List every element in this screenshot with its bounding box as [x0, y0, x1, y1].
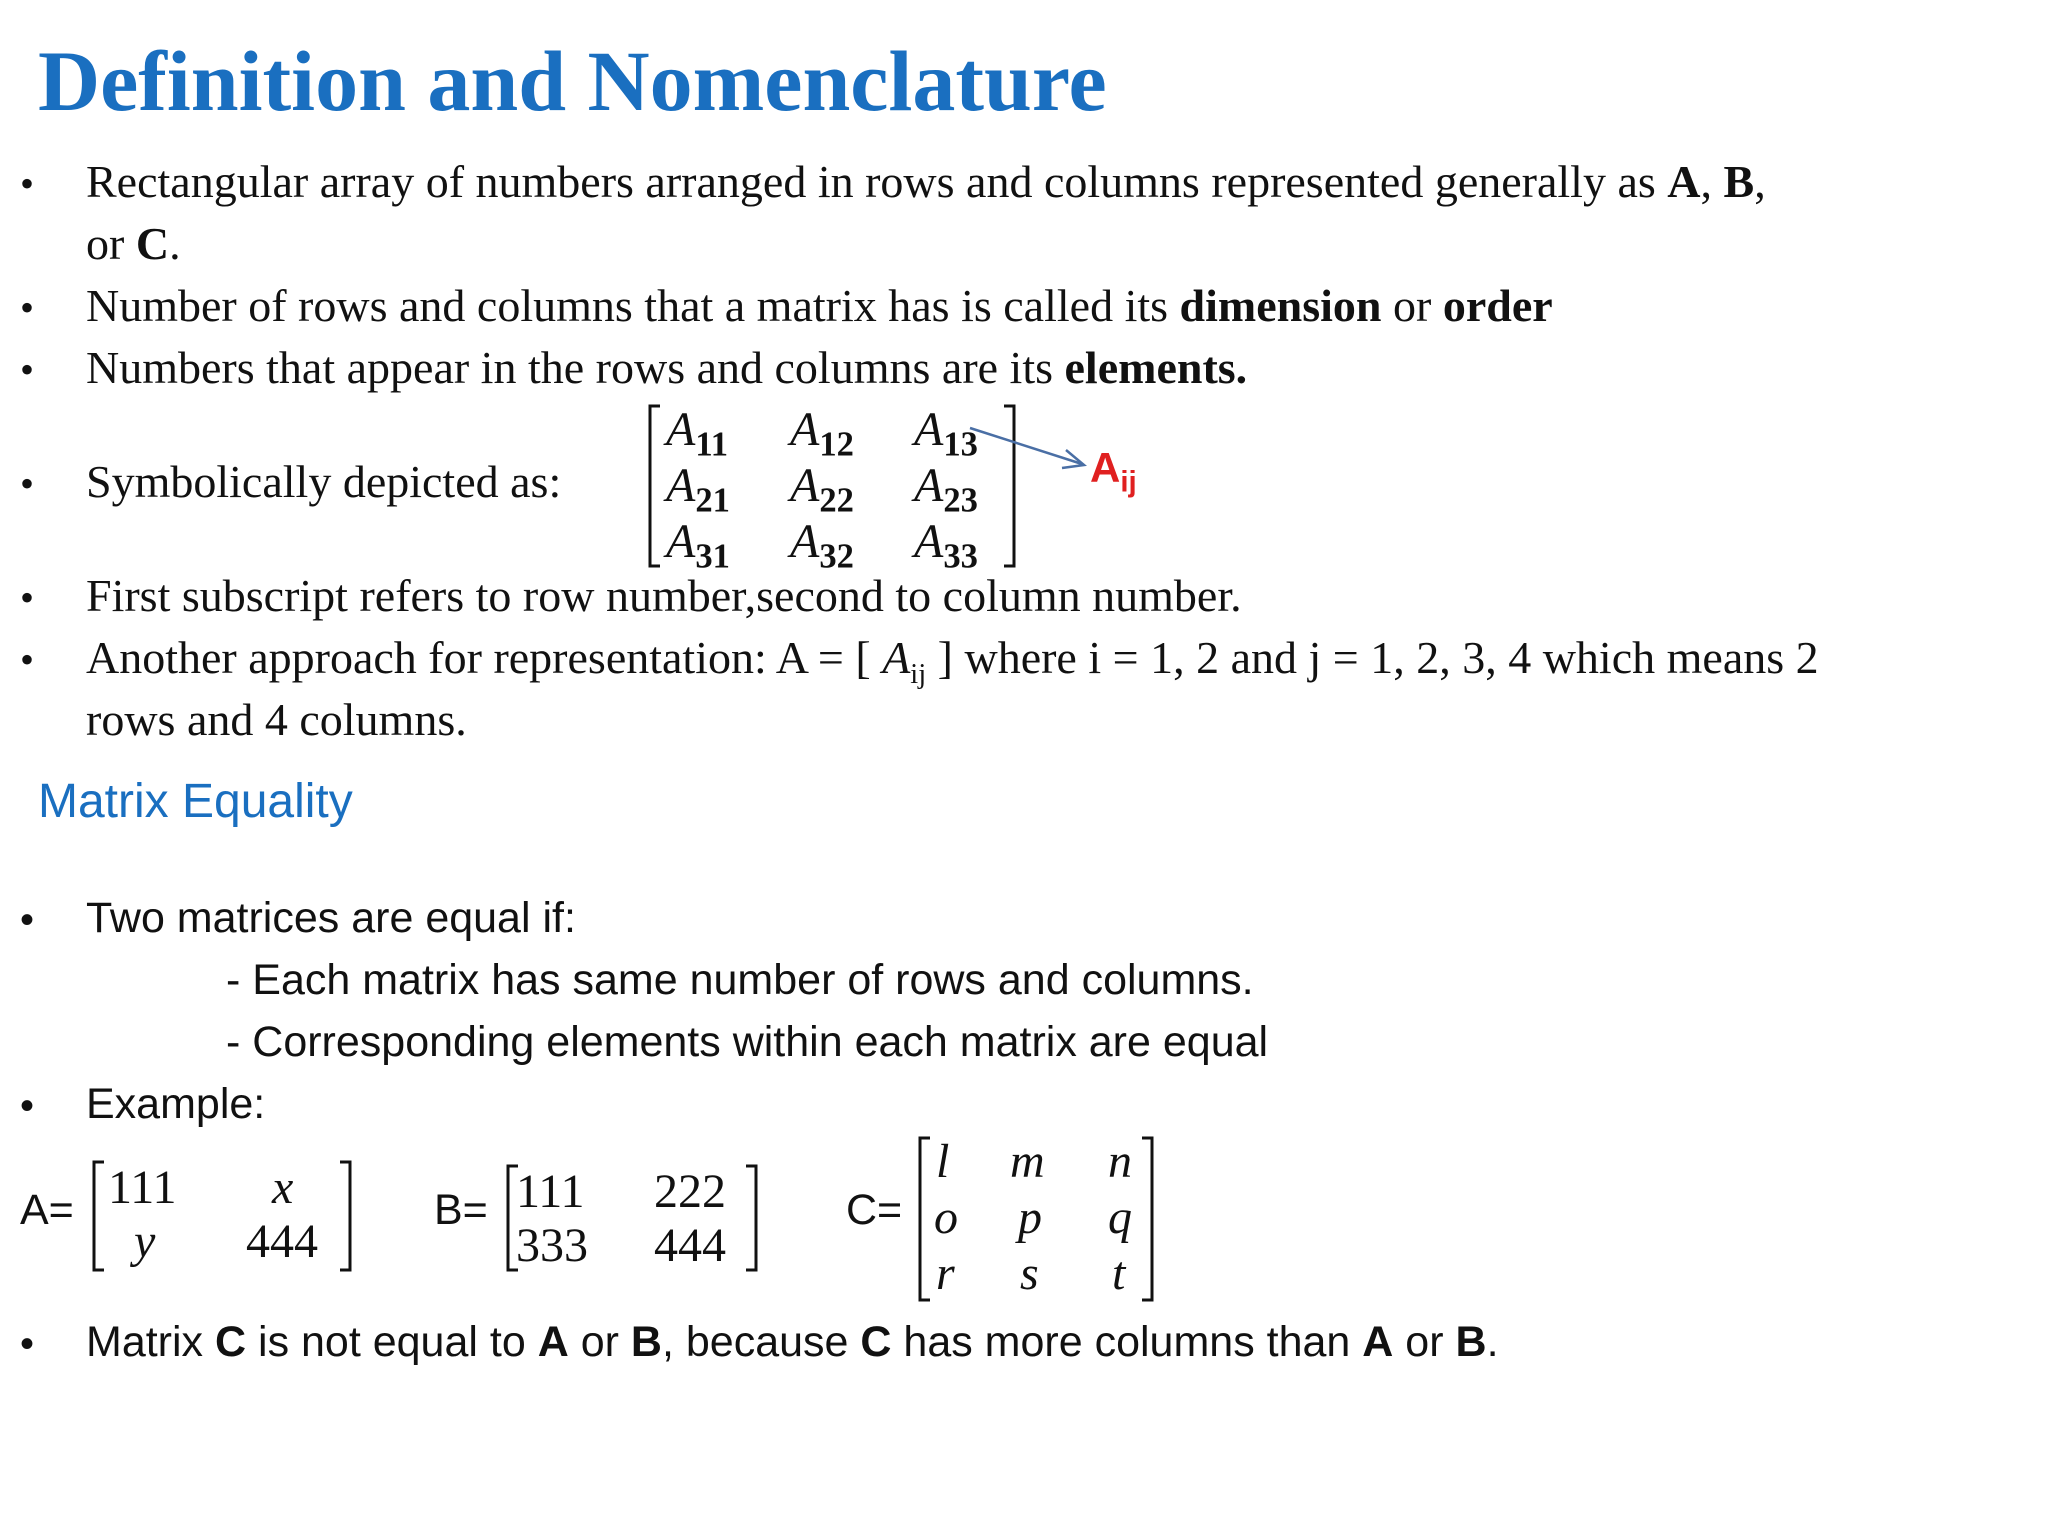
matrix-c-cell: l: [936, 1135, 950, 1188]
matrix-a-cell: y: [134, 1215, 156, 1268]
matrix-element: $A_{21}$: [666, 459, 730, 520]
matrix-element: $A_{32}$: [790, 515, 854, 576]
matrix-b: [504, 1162, 760, 1274]
bullet-representation-cont: rows and 4 columns.: [86, 694, 467, 745]
bullet-marker: •: [20, 285, 35, 330]
matrix-b-cell: 222: [654, 1165, 726, 1218]
matrix-c: [914, 1134, 1158, 1304]
example-label: Example:: [86, 1080, 266, 1128]
matrix-element: $A_{11}$: [666, 403, 728, 464]
matrix-c-cell: p: [1018, 1191, 1042, 1244]
bullet-dimension: Number of rows and columns that a matrix has is called its dimension or order: [86, 280, 1553, 331]
bullet-rectangular-array: Rectangular array of numbers arranged in rows and columns represented generally as A, B,: [86, 156, 1766, 207]
matrix-c-cell: q: [1108, 1191, 1132, 1244]
bullet-marker: •: [20, 1322, 35, 1366]
bullet-elements: Numbers that appear in the rows and columns are its elements.: [86, 342, 1248, 393]
matrix-c-cell: m: [1010, 1135, 1045, 1188]
bullet-marker: •: [20, 575, 35, 620]
bullet-marker: •: [20, 1084, 35, 1128]
matrix-c-cell: t: [1112, 1247, 1126, 1300]
matrix-a-cell: 444: [246, 1215, 318, 1268]
matrix-element: $A_{13}$: [914, 403, 978, 464]
bullet-marker: •: [20, 637, 35, 682]
symbolic-label: Symbolically depicted as:: [86, 456, 562, 507]
pointer-arrow: [960, 420, 1100, 480]
matrix-b-label: B=: [434, 1186, 488, 1234]
matrix-c-cell: n: [1108, 1135, 1132, 1188]
bullet-marker: •: [20, 347, 35, 392]
matrix-element: $A_{31}$: [666, 515, 730, 576]
bullet-subscript: First subscript refers to row number,second to column number.: [86, 570, 1242, 621]
bullet-marker: •: [20, 898, 35, 942]
matrix-element: $A_{22}$: [790, 459, 854, 520]
matrix-c-label: C=: [846, 1186, 903, 1234]
matrix-a-cell: x: [272, 1161, 294, 1214]
matrix-a-label: A=: [20, 1186, 74, 1234]
page-title: Definition and Nomenclature: [38, 33, 1107, 129]
conclusion: Matrix C is not equal to A or B, because C has more columns than A or B.: [86, 1318, 1499, 1366]
matrix-element: $A_{12}$: [790, 403, 854, 464]
matrix-c-cell: r: [936, 1247, 955, 1300]
matrix-a-cell: 111: [108, 1161, 177, 1214]
bullet-representation: Another approach for representation: A = [ $A_{ij}$ ] where i = 1, 2 and j = 1, 2, 3, 4 which means 2: [86, 632, 1819, 691]
matrix-b-cell: 444: [654, 1219, 726, 1272]
bullet-rectangular-array-cont: or C.: [86, 218, 181, 269]
matrix-element: $A_{23}$: [914, 459, 978, 520]
equality-condition: - Corresponding elements within each matrix are equal: [226, 1018, 1269, 1066]
matrix-c-cell: s: [1020, 1247, 1039, 1300]
matrix-b-cell: 111: [516, 1165, 585, 1218]
equality-intro: Two matrices are equal if:: [86, 894, 576, 942]
aij-label: $A_{ij}$: [1090, 444, 1137, 499]
section-heading: Matrix Equality: [38, 775, 353, 828]
matrix-element: $A_{33}$: [914, 515, 978, 576]
bullet-marker: •: [20, 461, 35, 506]
matrix-c-cell: o: [934, 1191, 958, 1244]
equality-condition: - Each matrix has same number of rows and columns.: [226, 956, 1254, 1004]
bullet-marker: •: [20, 161, 35, 206]
matrix-b-cell: 333: [516, 1219, 588, 1272]
matrix-a: [90, 1158, 354, 1274]
